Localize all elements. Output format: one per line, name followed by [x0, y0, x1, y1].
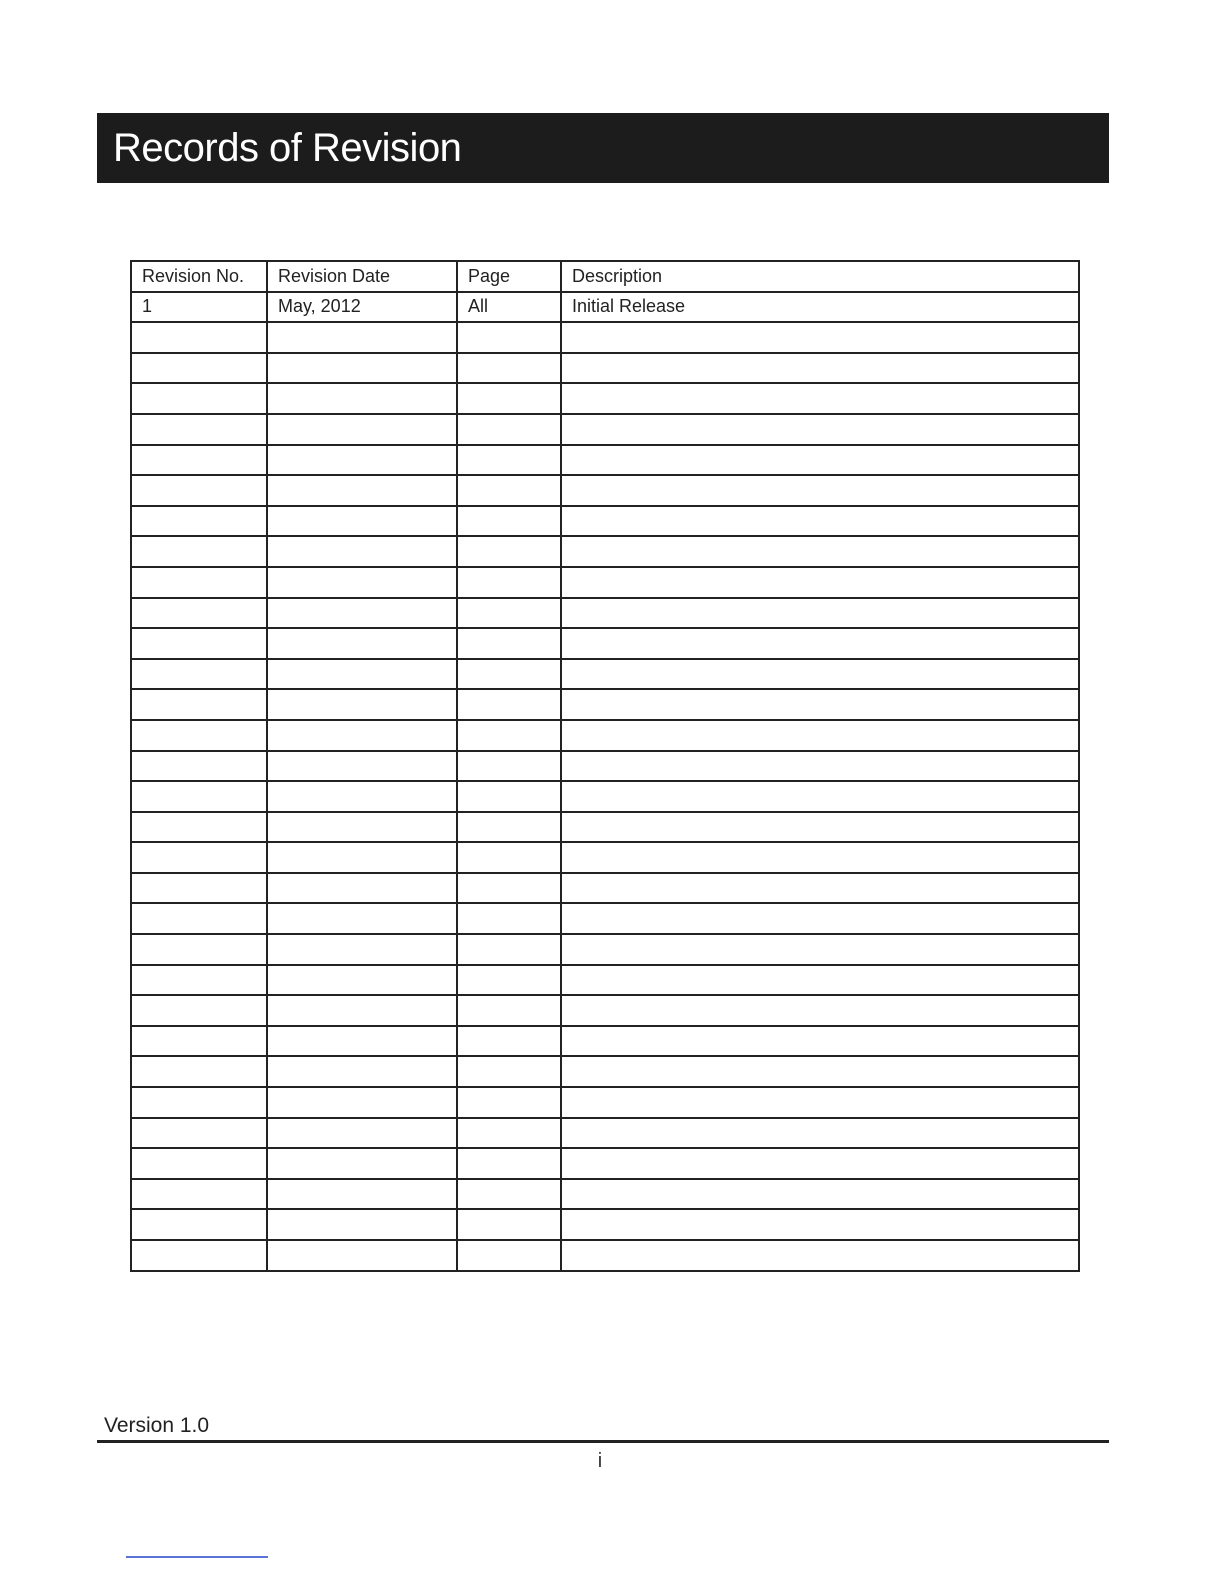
cell-revision-no — [131, 1240, 267, 1271]
cell-description — [561, 995, 1079, 1026]
cell-revision-no — [131, 1148, 267, 1179]
cell-description: Initial Release — [561, 292, 1079, 323]
table-row — [131, 934, 1079, 965]
cell-page: All — [457, 292, 561, 323]
cell-description — [561, 598, 1079, 629]
cell-revision-no — [131, 353, 267, 384]
table-row — [131, 322, 1079, 353]
table-row — [131, 995, 1079, 1026]
table-row — [131, 475, 1079, 506]
cell-revision-date — [267, 536, 457, 567]
cell-revision-date — [267, 475, 457, 506]
cell-revision-no — [131, 934, 267, 965]
table-row — [131, 1209, 1079, 1240]
cell-revision-no — [131, 567, 267, 598]
cell-revision-no — [131, 689, 267, 720]
page-title: Records of Revision — [113, 125, 462, 170]
footer-divider — [97, 1440, 1109, 1443]
cell-description — [561, 659, 1079, 690]
cell-revision-no — [131, 1209, 267, 1240]
cell-revision-date — [267, 965, 457, 996]
link-underline[interactable] — [126, 1556, 268, 1558]
cell-page — [457, 353, 561, 384]
cell-revision-date — [267, 934, 457, 965]
cell-revision-date — [267, 322, 457, 353]
cell-page — [457, 812, 561, 843]
cell-description — [561, 1179, 1079, 1210]
cell-page — [457, 414, 561, 445]
table-row — [131, 720, 1079, 751]
cell-revision-date — [267, 689, 457, 720]
cell-revision-no — [131, 842, 267, 873]
cell-page — [457, 781, 561, 812]
table-row — [131, 506, 1079, 537]
cell-revision-no — [131, 1026, 267, 1057]
table-row — [131, 1179, 1079, 1210]
table-row — [131, 598, 1079, 629]
table-row — [131, 751, 1079, 782]
cell-description — [561, 781, 1079, 812]
cell-revision-date — [267, 383, 457, 414]
cell-revision-date — [267, 567, 457, 598]
table-row — [131, 536, 1079, 567]
table-row — [131, 414, 1079, 445]
cell-revision-no — [131, 965, 267, 996]
cell-page — [457, 475, 561, 506]
cell-page — [457, 751, 561, 782]
cell-description — [561, 934, 1079, 965]
table-row — [131, 567, 1079, 598]
cell-page — [457, 1240, 561, 1271]
table-row — [131, 628, 1079, 659]
cell-revision-no — [131, 1087, 267, 1118]
cell-description — [561, 873, 1079, 904]
cell-revision-date — [267, 781, 457, 812]
cell-page — [457, 322, 561, 353]
cell-description — [561, 414, 1079, 445]
cell-page — [457, 1209, 561, 1240]
table-row — [131, 873, 1079, 904]
table-row — [131, 1240, 1079, 1271]
table-row — [131, 1148, 1079, 1179]
cell-description — [561, 720, 1079, 751]
cell-revision-date — [267, 659, 457, 690]
cell-description — [561, 842, 1079, 873]
cell-revision-no — [131, 414, 267, 445]
cell-description — [561, 536, 1079, 567]
page-number: i — [597, 1450, 603, 1472]
version-label: Version 1.0 — [104, 1414, 210, 1437]
cell-revision-no — [131, 903, 267, 934]
cell-page — [457, 445, 561, 476]
cell-description — [561, 475, 1079, 506]
table-row — [131, 353, 1079, 384]
cell-page — [457, 598, 561, 629]
table-row — [131, 383, 1079, 414]
cell-revision-date — [267, 506, 457, 537]
cell-revision-date — [267, 628, 457, 659]
cell-revision-date — [267, 1209, 457, 1240]
cell-description — [561, 1056, 1079, 1087]
cell-page — [457, 720, 561, 751]
cell-revision-date — [267, 1056, 457, 1087]
cell-page — [457, 1026, 561, 1057]
cell-revision-date — [267, 720, 457, 751]
cell-page — [457, 689, 561, 720]
cell-page — [457, 903, 561, 934]
table-row — [131, 812, 1079, 843]
table-row — [131, 1087, 1079, 1118]
cell-revision-no: 1 — [131, 292, 267, 323]
cell-revision-no — [131, 598, 267, 629]
table-row — [131, 1118, 1079, 1149]
cell-revision-no — [131, 536, 267, 567]
cell-revision-no — [131, 995, 267, 1026]
cell-revision-no — [131, 720, 267, 751]
cell-description — [561, 689, 1079, 720]
cell-revision-date — [267, 445, 457, 476]
cell-page — [457, 842, 561, 873]
cell-revision-date — [267, 1087, 457, 1118]
cell-page — [457, 536, 561, 567]
revision-table — [130, 260, 1080, 1272]
cell-page — [457, 873, 561, 904]
header-description: Description — [561, 261, 1079, 292]
cell-revision-no — [131, 628, 267, 659]
cell-description — [561, 1148, 1079, 1179]
header-revision-date: Revision Date — [267, 261, 457, 292]
cell-description — [561, 751, 1079, 782]
cell-revision-date — [267, 751, 457, 782]
cell-page — [457, 659, 561, 690]
cell-description — [561, 353, 1079, 384]
cell-revision-no — [131, 659, 267, 690]
table-row — [131, 659, 1079, 690]
cell-page — [457, 1087, 561, 1118]
cell-page — [457, 1056, 561, 1087]
cell-revision-no — [131, 475, 267, 506]
cell-description — [561, 1087, 1079, 1118]
cell-page — [457, 1148, 561, 1179]
cell-revision-date — [267, 1118, 457, 1149]
table-header-row — [131, 261, 1079, 292]
cell-revision-date — [267, 598, 457, 629]
cell-page — [457, 567, 561, 598]
table-row — [131, 689, 1079, 720]
cell-revision-no — [131, 1056, 267, 1087]
cell-revision-date — [267, 842, 457, 873]
cell-page — [457, 506, 561, 537]
cell-page — [457, 995, 561, 1026]
table-row — [131, 842, 1079, 873]
cell-description — [561, 506, 1079, 537]
cell-revision-date — [267, 414, 457, 445]
cell-revision-no — [131, 812, 267, 843]
cell-revision-date — [267, 1179, 457, 1210]
table-body — [131, 292, 1079, 1271]
cell-page — [457, 628, 561, 659]
table-row — [131, 292, 1079, 323]
cell-revision-date — [267, 1240, 457, 1271]
cell-page — [457, 934, 561, 965]
cell-revision-no — [131, 1118, 267, 1149]
cell-revision-date — [267, 1026, 457, 1057]
cell-revision-date — [267, 873, 457, 904]
cell-description — [561, 965, 1079, 996]
cell-revision-no — [131, 751, 267, 782]
cell-description — [561, 567, 1079, 598]
header-revision-no: Revision No. — [131, 261, 267, 292]
header-page: Page — [457, 261, 561, 292]
table-row — [131, 965, 1079, 996]
cell-description — [561, 1026, 1079, 1057]
cell-revision-date — [267, 353, 457, 384]
cell-revision-no — [131, 383, 267, 414]
cell-revision-no — [131, 873, 267, 904]
cell-description — [561, 1209, 1079, 1240]
cell-page — [457, 383, 561, 414]
table-row — [131, 445, 1079, 476]
cell-page — [457, 1179, 561, 1210]
cell-description — [561, 1240, 1079, 1271]
cell-revision-date — [267, 995, 457, 1026]
cell-description — [561, 1118, 1079, 1149]
title-banner — [97, 113, 1109, 183]
cell-description — [561, 812, 1079, 843]
cell-revision-no — [131, 322, 267, 353]
cell-page — [457, 1118, 561, 1149]
cell-description — [561, 322, 1079, 353]
cell-description — [561, 383, 1079, 414]
cell-description — [561, 628, 1079, 659]
cell-revision-date — [267, 1148, 457, 1179]
table-row — [131, 903, 1079, 934]
cell-revision-date — [267, 812, 457, 843]
cell-page — [457, 965, 561, 996]
table-row — [131, 1026, 1079, 1057]
cell-revision-no — [131, 445, 267, 476]
cell-revision-no — [131, 1179, 267, 1210]
cell-description — [561, 445, 1079, 476]
cell-revision-no — [131, 506, 267, 537]
cell-revision-date: May, 2012 — [267, 292, 457, 323]
cell-revision-no — [131, 781, 267, 812]
cell-revision-date — [267, 903, 457, 934]
cell-description — [561, 903, 1079, 934]
table-row — [131, 1056, 1079, 1087]
table-row — [131, 781, 1079, 812]
